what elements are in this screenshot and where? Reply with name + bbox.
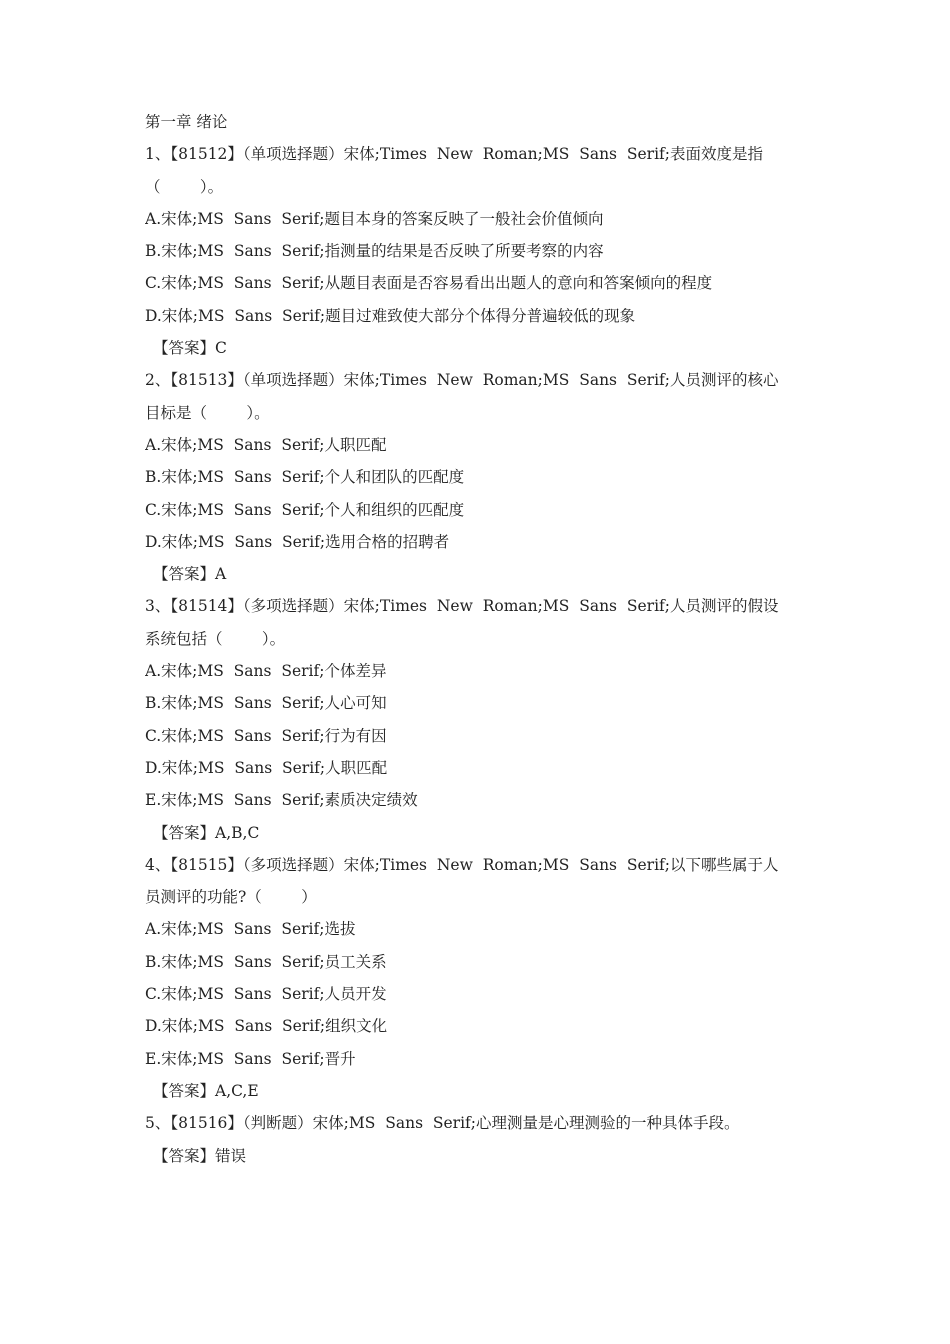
question-answer: 【答案】A,B,C: [153, 823, 260, 842]
question-text: 5、【81516】（判断题）宋体;MS Sans Serif;心理测量是心理测验的一种具体手段。: [145, 1114, 740, 1133]
question-text: 3、【81514】（多项选择题）宋体;Times New Roman;MS Sans Serif;人员测评的假设: [145, 597, 779, 616]
question-option: B.宋体;MS Sans Serif;人心可知: [145, 694, 387, 713]
question-option: E.宋体;MS Sans Serif;晋升: [145, 1049, 356, 1068]
question-option: B.宋体;MS Sans Serif;指测量的结果是否反映了所要考察的内容: [145, 242, 604, 261]
question-text: 1、【81512】（单项选择题）宋体;Times New Roman;MS Sans Serif;表面效度是指: [145, 145, 763, 164]
question-option: D.宋体;MS Sans Serif;人职匹配: [145, 758, 388, 777]
question-option: D.宋体;MS Sans Serif;选用合格的招聘者: [145, 532, 450, 551]
question-block: [145, 1107, 817, 1172]
question-option: B.宋体;MS Sans Serif;个人和团队的匹配度: [145, 468, 465, 487]
question-option: A.宋体;MS Sans Serif;题目本身的答案反映了一般社会价值倾向: [145, 209, 604, 228]
question-option: E.宋体;MS Sans Serif;素质决定绩效: [145, 791, 418, 810]
question-option: C.宋体;MS Sans Serif;人员开发: [145, 985, 387, 1004]
chapter-title: 第一章 绪论: [145, 113, 228, 131]
question-block: [145, 364, 817, 590]
question-block: [145, 138, 817, 364]
question-answer: 【答案】C: [153, 339, 227, 358]
question-block: [145, 590, 817, 848]
question-text: 2、【81513】（单项选择题）宋体;Times New Roman;MS Sans Serif;人员测评的核心: [145, 371, 779, 390]
document-content: [145, 106, 817, 1172]
question-option: D.宋体;MS Sans Serif;组织文化: [145, 1017, 388, 1036]
question-option: B.宋体;MS Sans Serif;员工关系: [145, 952, 387, 971]
question-text: （ ）。: [145, 177, 224, 196]
question-text: 系统包括（ ）。: [145, 629, 286, 648]
question-option: A.宋体;MS Sans Serif;选拔: [145, 920, 356, 939]
question-option: D.宋体;MS Sans Serif;题目过难致使大部分个体得分普遍较低的现象: [145, 306, 636, 325]
question-answer: 【答案】A,C,E: [153, 1081, 259, 1100]
question-option: C.宋体;MS Sans Serif;从题目表面是否容易看出出题人的意向和答案倾向的程度: [145, 274, 713, 293]
question-block: [145, 849, 817, 1107]
question-text: 4、【81515】（多项选择题）宋体;Times New Roman;MS Sans Serif;以下哪些属于人: [145, 855, 779, 874]
question-option: A.宋体;MS Sans Serif;个体差异: [145, 662, 387, 681]
question-option: C.宋体;MS Sans Serif;行为有因: [145, 726, 387, 745]
question-answer: 【答案】错误: [153, 1146, 247, 1165]
question-option: A.宋体;MS Sans Serif;人职匹配: [145, 435, 387, 454]
question-answer: 【答案】A: [153, 565, 227, 584]
question-text: 目标是（ ）。: [145, 403, 270, 422]
question-option: C.宋体;MS Sans Serif;个人和组织的匹配度: [145, 500, 465, 519]
question-text: 员测评的功能?（ ）: [145, 888, 317, 907]
